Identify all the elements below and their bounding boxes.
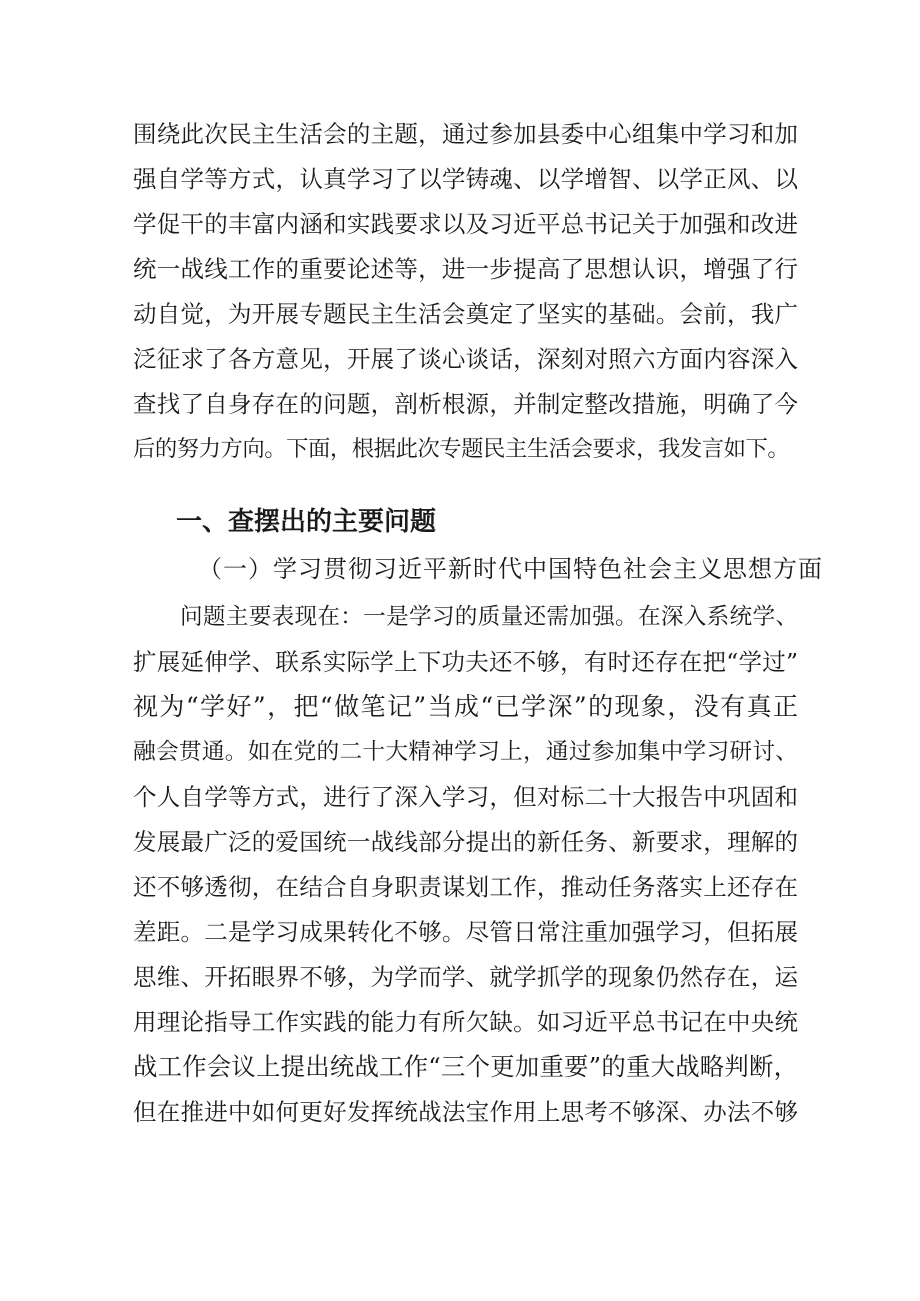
paragraph-line: 融会贯通。如在党的二十大精神学习上，通过参加集中学习研讨、 bbox=[133, 739, 798, 765]
paragraph-line: 思维、开拓眼界不够，为学而学、就学抓学的现象仍然存在，运 bbox=[133, 963, 798, 991]
paragraph-line: 泛征求了各方意见，开展了谈心谈话，深刻对照六方面内容深入 bbox=[133, 345, 798, 373]
paragraph-line: 统一战线工作的重要论述等，进一步提高了思想认识，增强了行 bbox=[133, 255, 798, 283]
paragraph-line: 扩展延伸学、联系实际学上下功夫还不够，有时还存在把“学过” bbox=[133, 648, 798, 676]
paragraph-line: 动自觉，为开展专题民主生活会奠定了坚实的基础。会前，我广 bbox=[133, 300, 798, 328]
paragraph-line: 战工作会议上提出统战工作“三个更加重要”的重大战略判断， bbox=[133, 1052, 798, 1081]
paragraph-line: 但在推进中如何更好发挥统战法宝作用上思考不够深、办法不够 bbox=[133, 1098, 798, 1126]
paragraph-line: 用理论指导工作实践的能力有所欠缺。如习近平总书记在中央统 bbox=[133, 1008, 798, 1036]
section-heading: 一、查摆出的主要问题 bbox=[176, 507, 437, 537]
paragraph-line: 学促干的丰富内涵和实践要求以及习近平总书记关于加强和改进 bbox=[133, 210, 798, 238]
paragraph-line: 强自学等方式，认真学习了以学铸魂、以学增智、以学正风、以 bbox=[133, 165, 798, 193]
paragraph-line: 发展最广泛的爱国统一战线部分提出的新任务、新要求，理解的 bbox=[133, 828, 798, 856]
paragraph-line: 个人自学等方式，进行了深入学习，但对标二十大报告中巩固和 bbox=[133, 783, 798, 811]
paragraph-line: 还不够透彻，在结合自身职责谋划工作，推动任务落实上还存在 bbox=[133, 873, 798, 901]
paragraph-line: 问题主要表现在：一是学习的质量还需加强。在深入系统学、 bbox=[180, 604, 798, 630]
paragraph-line: 差距。二是学习成果转化不够。尽管日常注重加强学习，但拓展 bbox=[133, 918, 798, 946]
paragraph-line: 围绕此次民主生活会的主题，通过参加县委中心组集中学习和加 bbox=[133, 120, 798, 148]
subsection-heading: （一）学习贯彻习近平新时代中国特色社会主义思想方面 bbox=[198, 555, 823, 583]
paragraph-line: 查找了自身存在的问题，剖析根源，并制定整改措施，明确了今 bbox=[133, 390, 798, 418]
paragraph-line: 后的努力方向。下面，根据此次专题民主生活会要求，我发言如下。 bbox=[133, 436, 790, 462]
paragraph-line: 视为“学好”，把“做笔记”当成“已学深”的现象，没有真正 bbox=[133, 692, 798, 721]
